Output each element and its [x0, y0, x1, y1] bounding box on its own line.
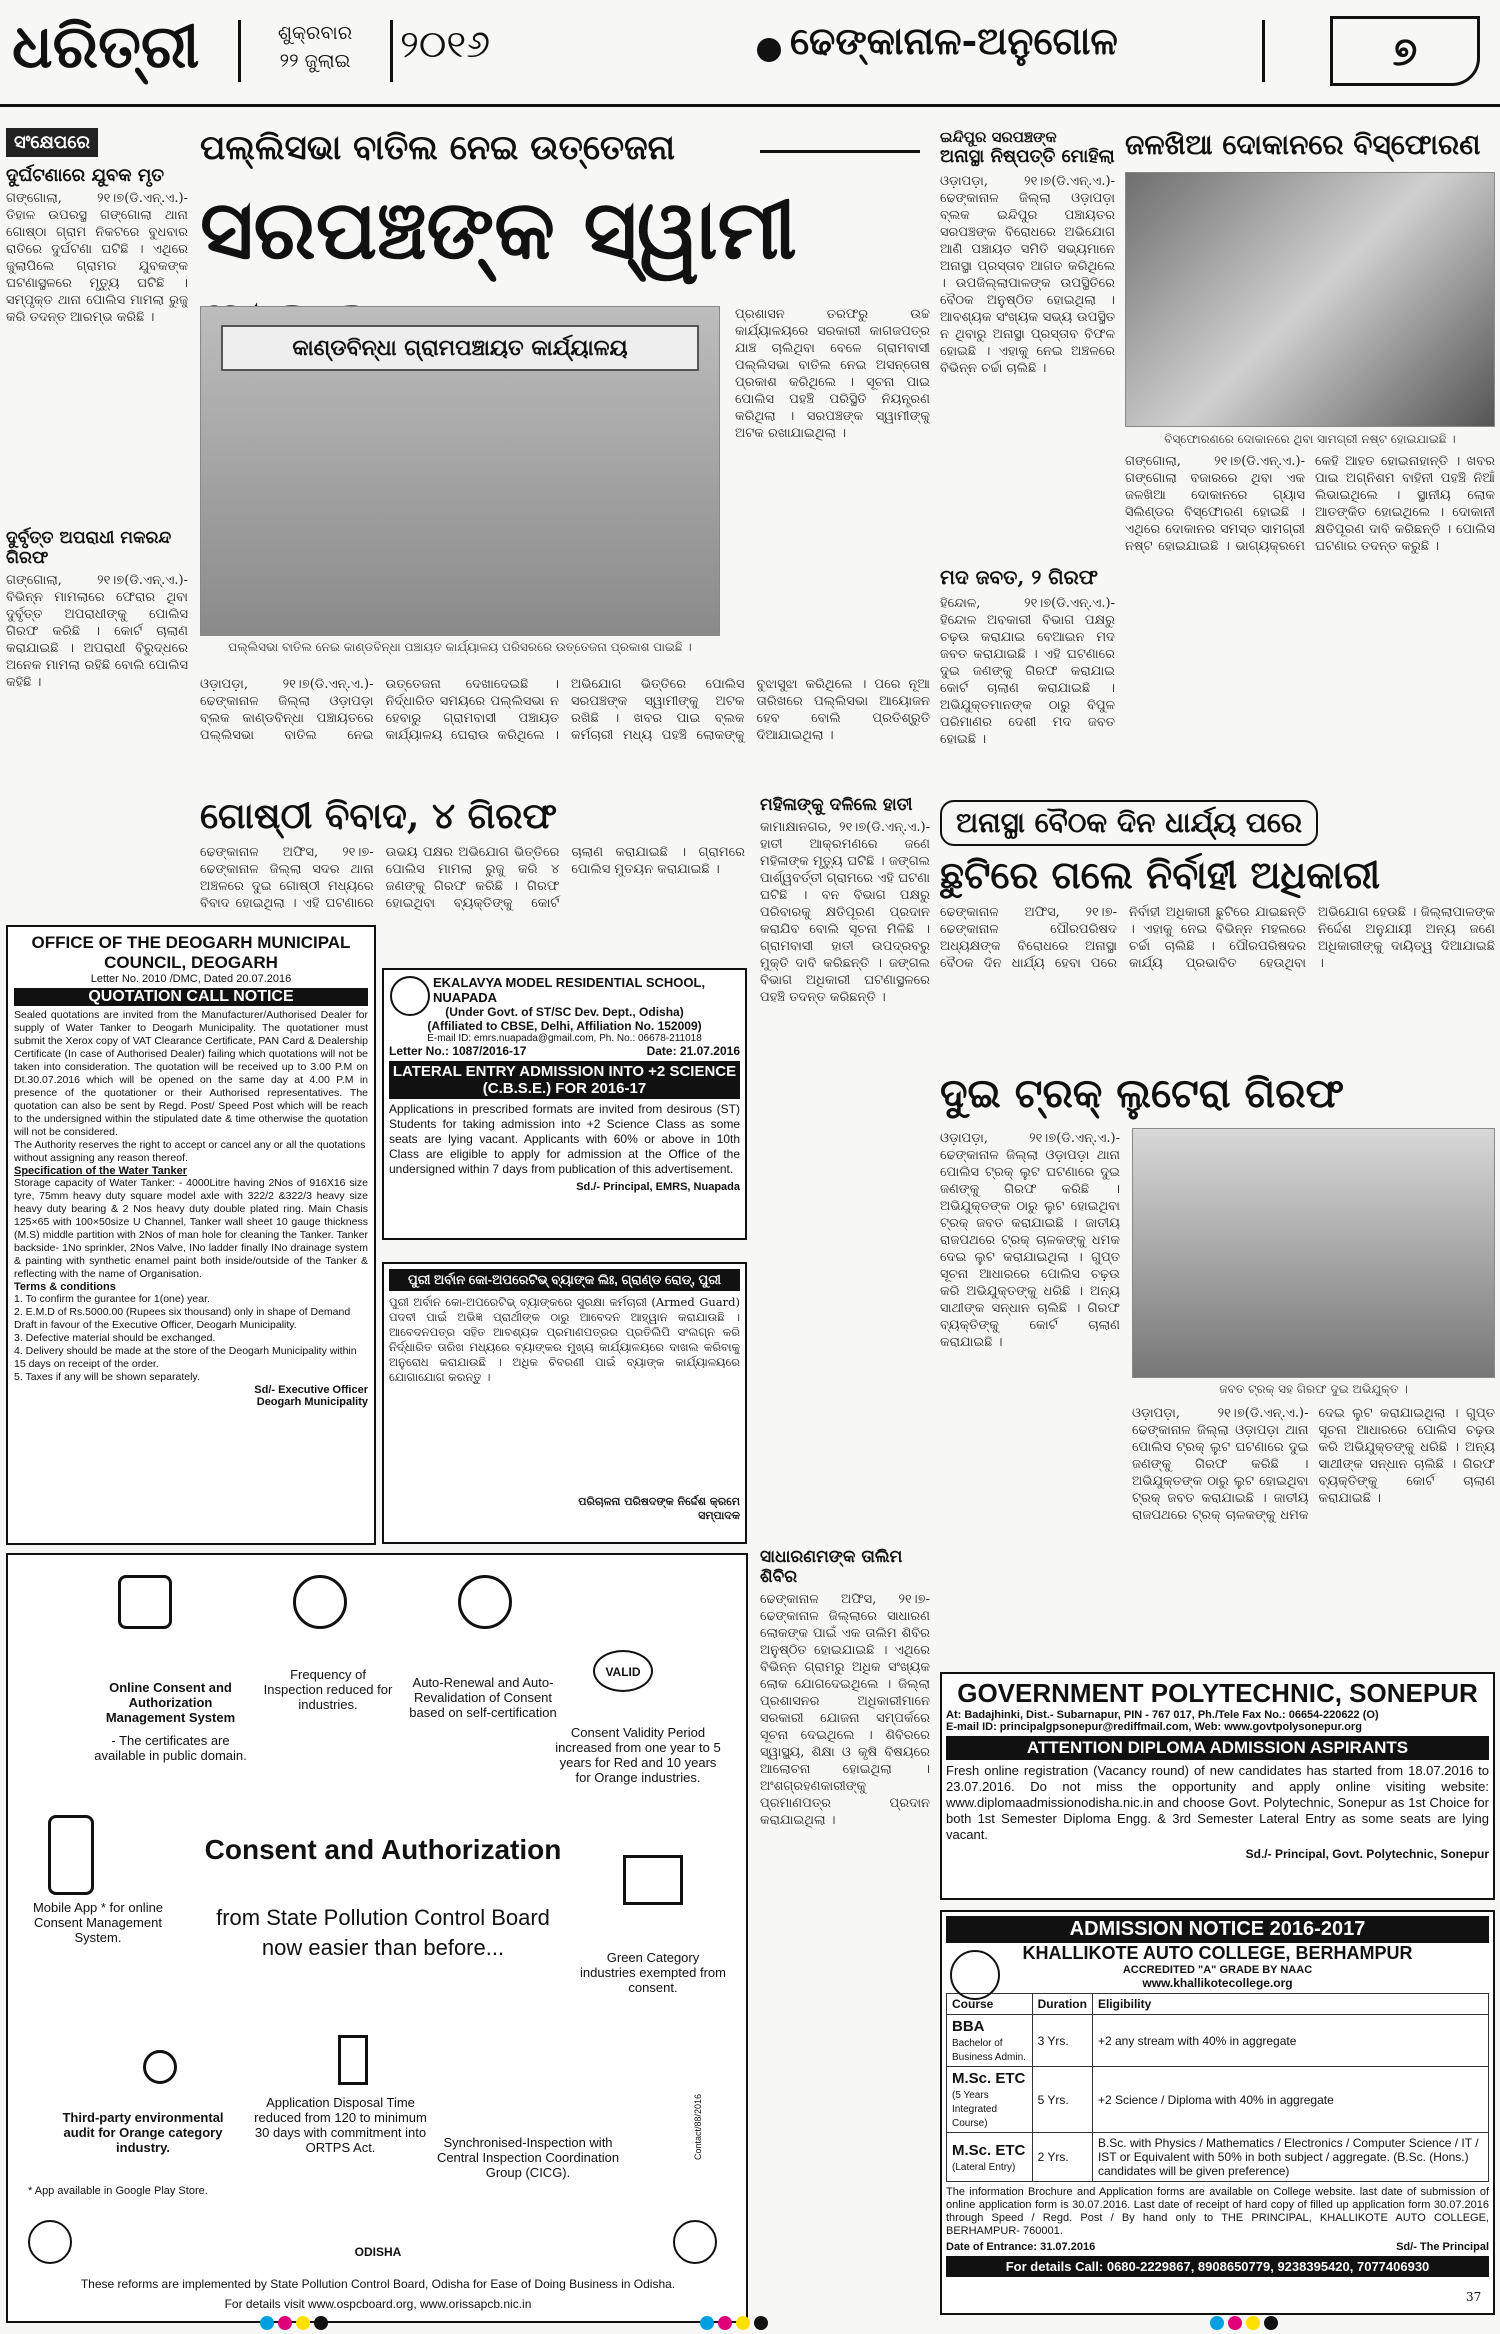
officer-text: ଢେଙ୍କାନାଳ ଅଫିସ, ୨୧।୭- ଢେଙ୍କାନାଳ ପୌରପରିଷଦ ଅଧ୍ୟକ୍ଷଙ୍କ ବିରୋଧରେ ଅନାସ୍ଥା ବୈଠକ ଦିନ ଧାର୍ଯ୍ୟ ହେବା ପରେ ନିର୍ବାହୀ ଅଧିକାରୀ ଛୁଟିରେ ଯାଇଛନ୍ତି । ଏହାକୁ ନେଇ ବିଭିନ୍ନ ମହଲରେ ଚର୍ଚ୍ଚା ଚାଲିଛି । ପୌରପରିଷଦର କାର୍ଯ୍ୟ ପ୍ରଭାବିତ ହେଉଥିବା ଅଭିଯୋଗ ହେଉଛି । ଜିଲ୍ଲାପାଳଙ୍କ ନିର୍ଦ୍ଦେଶ ଅନୁଯାୟୀ ଅନ୍ୟ ଜଣେ ଅଧିକାରୀଙ୍କୁ ଦାୟିତ୍ୱ ଦିଆଯାଇଛି ।	[940, 905, 1495, 971]
deogarh-office: OFFICE OF THE DEOGARH MUNICIPAL COUNCIL, DEOGARH	[31, 933, 351, 972]
color-dots	[700, 2315, 772, 2334]
emrs-date: Date: 21.07.2016	[646, 1044, 740, 1058]
photo-sign: କାଣ୍ଡବିନ୍ଧା ଗ୍ରାମପଞ୍ଚାୟତ କାର୍ଯ୍ୟାଳୟ	[221, 325, 699, 371]
mast-rule	[0, 104, 1500, 107]
pcb-odisha: ODISHA	[354, 2245, 402, 2259]
course-sub: (Lateral Entry)	[952, 2161, 1016, 2173]
deogarh-reserve: The Authority reserves the right to accept or cancel any or all the quotations without assigning any reason thereof.	[14, 1139, 366, 1164]
deogarh-term: 4. Delivery should be made at the store of the Deogarh Municipality within 15 days on receipt of the order.	[14, 1345, 357, 1370]
eligibility-cell: +2 Science / Diploma with 40% in aggregate	[1092, 2067, 1488, 2133]
audit-icon	[143, 2050, 177, 2084]
duration-cell: 3 Yrs.	[1032, 2015, 1092, 2067]
emrs-title: LATERAL ENTRY ADMISSION INTO +2 SCIENCE (C.B.S.E.) FOR 2016-17	[389, 1061, 740, 1099]
pcb-item8: Application Disposal Time reduced from 120 to minimum 30 days with commitment into ORTPS Act.	[254, 2095, 427, 2155]
deogarh-ad	[6, 925, 376, 1545]
clash-story	[200, 795, 745, 915]
idipur-text: ଓଡ଼ାପଡ଼ା, ୨୧।୭(ଡି.ଏନ୍.ଏ.)- ଢେଙ୍କାନାଳ ଜିଲ୍ଲା ଓଡ଼ାପଡ଼ା ବ୍ଲକ ଇନ୍ଦିପୁର ପଞ୍ଚାୟତର ସରପଞ୍ଚଙ୍କ ବିରୋଧରେ ଅଭିଯୋଗ ଆଣି ପଞ୍ଚାୟତ ସମିତି ସଭ୍ୟମାନେ ଅନାସ୍ଥା ପ୍ରସ୍ତାବ ଆଗତ କରିଥିଲେ । ଉପଜିଲ୍ଲାପାଳଙ୍କ ଉପସ୍ଥିତିରେ ବୈଠକ ଅନୁଷ୍ଠିତ ହୋଇଥିଲା । ଆବଶ୍ୟକ ସଂଖ୍ୟକ ସଭ୍ୟ ଉପସ୍ଥିତ ନ ଥିବାରୁ ଅନାସ୍ଥା ପ୍ରସ୍ତାବ ବିଫଳ ହୋଇଛି । ଏହାକୁ ନେଇ ଅଞ୍ଚଳରେ ବିଭିନ୍ନ ଚର୍ଚ୍ଚା ଚାଲିଛି ।	[940, 174, 1115, 376]
deogarh-term: 5. Taxes if any will be shown separately.	[14, 1371, 200, 1383]
blast-text: ଗଙ୍ଗୋଲା, ୨୧।୭(ଡି.ଏନ୍.ଏ.)- ଗଙ୍ଗୋଲା ବଜାରରେ ଥିବା ଏକ ଜଳଖିଆ ଦୋକାନରେ ଗ୍ୟାସ ସିଲିଣ୍ଡର ବିସ୍ଫୋରଣ ହୋଇଛି । ଏଥିରେ ଦୋକାନର ସମସ୍ତ ସାମଗ୍ରୀ ନଷ୍ଟ ହୋଇଯାଇଛି । ଭାଗ୍ୟକ୍ରମେ କେହି ଆହତ ହୋଇନାହାନ୍ତି । ଖବର ପାଇ ଅଗ୍ନିଶମ ବାହିନୀ ପହଞ୍ଚି ନିଆଁ ଲିଭାଇଥିଲେ । ସ୍ଥାନୀୟ ଲୋକ ଆତଙ୍କିତ ହୋଇଥିଲେ । ଦୋକାନୀ କ୍ଷତିପୂରଣ ଦାବି କରିଛନ୍ତି । ପୋଲିସ ଘଟଣାର ତଦନ୍ତ କରୁଛି ।	[1125, 454, 1495, 554]
idipur-story	[940, 128, 1115, 558]
liquor-text: ହିନ୍ଦୋଳ, ୨୧।୭(ଡି.ଏନ୍.ଏ.)- ହିନ୍ଦୋଳ ଅବକାରୀ ବିଭାଗ ପକ୍ଷରୁ ଚଢ଼ଉ କରାଯାଇ ବେଆଇନ ମଦ ଜବତ କରାଯାଇଛି । ଏହି ଘଟଣାରେ ଦୁଇ ଜଣଙ୍କୁ ଗିରଫ କରାଯାଇ କୋର୍ଟ ଚାଲାଣ କରାଯାଇଛି । ଅଭିଯୁକ୍ତମାନଙ୍କ ଠାରୁ ବିପୁଳ ପରିମାଣର ଦେଶୀ ମଦ ଜବତ ହୋଇଛି ।	[940, 596, 1115, 747]
truck-caption: ଜବତ ଟ୍ରକ୍ ସହ ଗିରଫ ଦୁଇ ଅଭିଯୁକ୍ତ ।	[1219, 1382, 1408, 1396]
women-headline: ମହିଳାଙ୍କୁ ଦଳିଲେ ହାତୀ	[760, 795, 913, 815]
clock-icon	[293, 1575, 347, 1629]
table-header-row	[947, 1994, 1489, 2015]
course-name: BBA	[952, 2018, 985, 2035]
emrs-ad	[382, 968, 747, 1240]
pcb-code: Contact/88/2016	[693, 2093, 703, 2160]
truck-headline: ଦୁଇ ଟ୍ରକ୍ ଲୁଟେରା ଗିରଫ	[940, 1070, 1344, 1117]
color-dots	[260, 2315, 332, 2334]
bank-title: ପୁରୀ ଅର୍ବାନ କୋ-ଅପରେଟିଭ୍ ବ୍ୟାଙ୍କ ଲିଃ, ଗ୍ରାଣ୍ଡ ରୋଡ୍, ପୁରୀ	[389, 1269, 740, 1291]
course-name: M.Sc. ETC	[952, 2070, 1026, 2087]
poly-body: Fresh online registration (Vacancy round) of new candidates has started from 18.07.2016 to 23.07.2016. Do not miss the opportunity and apply online visiting website: www.diplomaadmissionodisha.nic.in and choose Govt. Polytechnic, Sonepur as 1st Choice for both 1st Semester Diploma Engg. & 3rd Semester Lateral Entry as some seats are lying vacant.	[946, 1763, 1489, 1842]
khallikote-date: Date of Entrance: 31.07.2016	[946, 2241, 1096, 2253]
pcb-footer1: These reforms are implemented by State Pollution Control Board, Odisha for Ease of Doing Business in Odisha.	[80, 2277, 676, 2291]
bank-body: ପୁରୀ ଅର୍ବାନ କୋ-ଅପରେଟିଭ୍ ବ୍ୟାଙ୍କରେ ସୁରକ୍ଷା କର୍ମଚାରୀ (Armed Guard) ପଦବୀ ପାଇଁ ଅଭିଜ୍ଞ ପ୍ରାର୍ଥୀଙ୍କ ଠାରୁ ଆବେଦନ ଆହ୍ୱାନ କରାଯାଉଛି । ଆବେଦନପତ୍ର ସହିତ ଆବଶ୍ୟକ ପ୍ରମାଣପତ୍ରର ପ୍ରତିଲିପି ସଂଲଗ୍ନ କରି ନିର୍ଦ୍ଧାରିତ ତାରିଖ ମଧ୍ୟରେ ବ୍ୟାଙ୍କର ମୁଖ୍ୟ କାର୍ଯ୍ୟାଳୟରେ ଦାଖଲ କରିବାକୁ ଅନୁରୋଧ କରାଯାଉଛି । ଅଧିକ ବିବରଣୀ ପାଇଁ ବ୍ୟାଙ୍କ କାର୍ଯ୍ୟାଳୟରେ ଯୋଗାଯୋଗ କରନ୍ତୁ ।	[389, 1295, 740, 1384]
course-sub: Bachelor of Business Admin.	[952, 2038, 1026, 2063]
page-number: ୭	[1392, 28, 1418, 75]
poly-name: GOVERNMENT POLYTECHNIC, SONEPUR	[957, 1678, 1478, 1708]
emrs-name: EKALAVYA MODEL RESIDENTIAL SCHOOL, NUAPADA	[433, 975, 706, 1005]
lead-side-text: ପ୍ରଶାସନ ତରଫରୁ ଉଚ୍ଚ କାର୍ଯ୍ୟାଳୟରେ ସରକାରୀ କାଗଜପତ୍ର ଯାଞ୍ଚ ଚାଲିଥିବା ବେଳେ ଗ୍ରାମବାସୀ ପଲ୍ଲିସଭା ବାତିଲ ନେଇ ଅସନ୍ତୋଷ ପ୍ରକାଶ କରିଥିଲେ । ସୂଚନା ପାଇ ପୋଲିସ ପହଞ୍ଚି ପରିସ୍ଥିତି ନିୟନ୍ତ୍ରଣ କରିଥିଲା । ସରପଞ୍ଚଙ୍କ ସ୍ୱାମୀଙ୍କୁ ଅଟକ ରଖାଯାଇଥିଲା ।	[735, 307, 930, 441]
valid-stamp: VALID	[593, 1650, 653, 1692]
course-cell	[947, 2133, 1033, 2182]
brief-item2-text: ଗଙ୍ଗୋଲା, ୨୧।୭(ଡି.ଏନ୍.ଏ.)- ବିଭିନ୍ନ ମାମଲାରେ ଫେରାର ଥିବା ଦୁର୍ବୃତ୍ତ ଅପରାଧୀଙ୍କୁ ପୋଲିସ ଗିରଫ କରିଛି । କୋର୍ଟ ଚାଲାଣ କରାଯାଇଛି । ଅପରାଧୀ ବିରୁଦ୍ଧରେ ଅନେକ ମାମଲା ରହିଛି ବୋଲି ପୋଲିସ କହିଛି ।	[6, 573, 188, 690]
pcb-item2: Frequency of Inspection reduced for industries.	[263, 1667, 393, 1712]
col-eligibility: Eligibility	[1092, 1994, 1488, 2015]
khallikote-title: ADMISSION NOTICE 2016-2017	[946, 1916, 1489, 1943]
pcb-footnote: * App available in Google Play Store.	[28, 2185, 208, 2197]
mast-divider	[1262, 20, 1265, 82]
pcb-item7: Third-party environmental audit for Orange category industry.	[62, 2110, 224, 2155]
khallikote-info: The information Brochure and Application forms are available on College website. last date of submission of online application form is 30.07.2016. Last date of receipt of hard copy of filled up application form 30.07.2016 through Speed / Regd. Post / By hand only to THE PRINCIPAL, KHALLIKOTE AUTO COLLEGE, BERHAMPUR- 760001.	[946, 2186, 1489, 2237]
clash-headline: ଗୋଷ୍ଠୀ ବିବାଦ, ୪ ଗିରଫ	[200, 795, 558, 837]
year-label: ୨୦୧୬	[400, 22, 491, 66]
color-dots	[1210, 2315, 1282, 2334]
pcb-logo-icon	[673, 2220, 717, 2264]
polytechnic-ad	[940, 1672, 1495, 1900]
brief-item1-text: ଗଙ୍ଗୋଲା, ୨୧।୭(ଡି.ଏନ୍.ଏ.)- ତିହାଳ ଉପରସ୍ଥ ଗଙ୍ଗୋଲା ଥାନା ଗୋଷ୍ଠା ଗ୍ରାମ ନିକଟରେ ବୁଧବାର ରାତିରେ ଦୁର୍ଘଟଣା ଘଟିଛି । ଏଥିରେ ଜୁଲାପିଲେ ଗ୍ରାମର ଯୁବକଙ୍କ ଘଟଣାସ୍ଥଳରେ ମୃତ୍ୟୁ ଘଟିଛି । ସମ୍ପୃକ୍ତ ଥାନା ପୋଲିସ ମାମଲା ରୁଜୁ କରି ତଦନ୍ତ ଆରମ୍ଭ କରିଛି ।	[6, 191, 188, 325]
khallikote-dateline	[946, 2241, 1489, 2253]
training-headline: ସାଧାରଣମଙ୍କ ତାଲିମ ଶିବିର	[760, 1547, 903, 1587]
lead-headline: ସରପଞ୍ଚଙ୍କ ସ୍ୱାମୀ	[200, 182, 797, 278]
bank-ad	[382, 1262, 747, 1544]
emrs-under: (Under Govt. of ST/SC Dev. Dept., Odisha)	[445, 1005, 684, 1019]
brief-label: ସଂକ୍ଷେପରେ	[6, 128, 98, 157]
deogarh-title: QUOTATION CALL NOTICE	[14, 988, 368, 1006]
brief-column	[6, 128, 188, 908]
print-registration-marks	[0, 2315, 1500, 2329]
liquor-headline: ମଦ ଜବତ, ୨ ଗିରଫ	[940, 565, 1098, 589]
khallikote-ad	[940, 1910, 1495, 2315]
col-course: Course	[947, 1994, 1033, 2015]
pcb-centre1: Consent and Authorization	[204, 1834, 562, 1865]
odisha-emblem-icon	[28, 2220, 72, 2264]
officer-story	[940, 800, 1495, 1055]
phone-icon	[48, 1815, 94, 1895]
poly-signoff: Sd./- Principal, Govt. Polytechnic, Sonepur	[1245, 1847, 1489, 1861]
bank-signoff: ପରିଚାଳନା ପରିଷଦଙ୍କ ନିର୍ଦ୍ଦେଶ କ୍ରମେ	[578, 1495, 740, 1508]
masthead	[0, 0, 1500, 116]
officer-kicker: ଅନାସ୍ଥା ବୈଠକ ଦିନ ଧାର୍ଯ୍ୟ ପରେ	[940, 800, 1318, 846]
mast-divider	[390, 20, 393, 82]
lead-photo	[200, 306, 720, 636]
truck-text: ଓଡ଼ାପଡ଼ା, ୨୧।୭(ଡି.ଏନ୍.ଏ.)- ଢେଙ୍କାନାଳ ଜିଲ୍ଲା ଓଡ଼ାପଡ଼ା ଥାନା ପୋଲିସ ଟ୍ରକ୍ ଲୁଟ ଘଟଣାରେ ଦୁଇ ଜଣଙ୍କୁ ଗିରଫ କରିଛି । ଅଭିଯୁକ୍ତଙ୍କ ଠାରୁ ଲୁଟ ହୋଇଥିବା ଟ୍ରକ୍ ଜବତ କରାଯାଇଛି । ଜାତୀୟ ରାଜପଥରେ ଟ୍ରକ୍ ଚାଳକଙ୍କୁ ଧମକ ଦେଇ ଲୁଟ କରାଯାଇଥିଲା । ଗୁପ୍ତ ସୂଚନା ଆଧାରରେ ପୋଲିସ ଚଢ଼ଉ କରି ଅଭିଯୁକ୍ତଙ୍କୁ ଧରିଛି । ଅନ୍ୟ ସାଥୀଙ୍କ ସନ୍ଧାନ ଚାଲିଛି । ଗିରଫ ବ୍ୟକ୍ତିଙ୍କୁ କୋର୍ଟ ଚାଲାଣ କରାଯାଇଛି ।	[940, 1131, 1120, 1350]
hourglass-icon	[338, 2035, 368, 2085]
emrs-contact: E-mail ID: emrs.nuapada@gmail.com, Ph. No.: 06678-211018	[427, 1033, 702, 1044]
deogarh-signoff: Deogarh Municipality	[256, 1396, 368, 1408]
lead-body-text: ଓଡ଼ାପଡ଼ା, ୨୧।୭(ଡି.ଏନ୍.ଏ.)- ଢେଙ୍କାନାଳ ଜିଲ୍ଲା ଓଡ଼ାପଡ଼ା ବ୍ଲକ କାଣ୍ଡବିନ୍ଧା ପଞ୍ଚାୟତରେ ପଲ୍ଲିସଭା ବାତିଲ ନେଇ ଉତ୍ତେଜନା ଦେଖାଦେଇଛି । ନିର୍ଦ୍ଧାରିତ ସମୟରେ ପଲ୍ଲିସଭା ନ ହେବାରୁ ଗ୍ରାମବାସୀ ପଞ୍ଚାୟତ କାର୍ଯ୍ୟାଳୟ ଘେରାଉ କରିଥିଲେ । ଅଭିଯୋଗ ଭିତ୍ତିରେ ପୋଲିସ ସରପଞ୍ଚଙ୍କ ସ୍ୱାମୀଙ୍କୁ ଅଟକ ରଖିଛି । ଖବର ପାଇ ବ୍ଲକ କର୍ମଚାରୀ ମଧ୍ୟ ପହଞ୍ଚି ଲୋକଙ୍କୁ ବୁଝାସୁଝା କରିଥିଲେ । ପରେ ନୂଆ ତାରିଖରେ ପଲ୍ଲିସଭା ଆୟୋଜନ ହେବ ବୋଲି ପ୍ରତିଶ୍ରୁତି ଦିଆଯାଇଥିଲା ।	[200, 677, 930, 743]
idipur-headline: ଅନାସ୍ଥା ନିଷ୍ପତ୍ତି ମୋହିଲା	[940, 146, 1115, 167]
truck-story	[940, 1070, 1495, 1670]
pcb-centre2: from State Pollution Control Board	[216, 1905, 550, 1930]
blast-photo	[1125, 172, 1495, 427]
deogarh-body: Sealed quotations are invited from the Manufacturer/Authorised Dealer for supply of Water Tanker to Deogarh Municipality. The quotationer must submit the Xerox copy of VAT Clearance Certificate, PAN Card & Dealership Certificate (In case of Authorised Dealer) failing which quotations will not be taken into consideration. The quotation will be received up to 3.00 P.M on Dt.30.07.2016 which will be opened on the same day at 4.00 P.M in presence of the quotationer or their Authorised representatives. The quotation can also be sent by Regd. Post/ Speed Post which will be reach to the undersigned within the stipulated date & time otherwise the quotation will not be considered.	[14, 1009, 368, 1138]
course-cell	[947, 2015, 1033, 2067]
blast-caption: ବିସ୍ଫୋରଣରେ ଦୋକାନରେ ଥିବା ସାମଗ୍ରୀ ନଷ୍ଟ ହୋଇଯାଇଛି ।	[1164, 432, 1456, 446]
poly-address: At: Badajhinki, Dist.- Subarnapur, PIN - 767 017, Ph./Tele Fax No.: 06654-220622 (O)	[946, 1709, 1379, 1721]
page-code: 37	[1466, 2290, 1482, 2304]
liquor-story	[940, 565, 1115, 790]
emrs-signoff: Sd./- Principal, EMRS, Nuapada	[576, 1181, 740, 1193]
deogarh-spec: Storage capacity of Water Tanker: - 4000Litre having 2Nos of 916X16 size tyre, 75mm heavy duty square model axle with 322/2 &322/3 heavy size heavy duty bearing & 2 Nos heavy duty double plated ring. Main Chasis 125×65 with 100×50size U Channel, Tanker wall sheet 10 gauge thickness (M.S) middle partition with 2Nos of man hole for cleaning the Tanker. Tanker backside- 1No sprinkler, 2Nos Valve, INo ladder finally INo drainage system & painting with synthetic enamel paint both inside/outside of the Tanker & reflecting with the name of Organisation.	[14, 1177, 368, 1280]
pcb-item1-sub: - The certificates are available in public domain.	[94, 1733, 247, 1763]
emrs-body: Applications in prescribed formats are invited from desirous (ST) Students for taking admission into +2 Science Class as some seats are lying vacant. Applicants with 60% or above in 10th Class are eligible to apply for admission at the Office of the undersigned within 7 days from publication of this advertisement.	[389, 1102, 740, 1176]
emrs-affil: (Affiliated to CBSE, Delhi, Affiliation No. 152009)	[427, 1019, 702, 1033]
eligibility-cell: B.Sc. with Physics / Mathematics / Electronics / Computer Science / IT / IST or Equivalent with 50% in both subject / aggregate. (B.Sc. (Hons.) candidates will be given preference)	[1092, 2133, 1488, 2182]
pcb-footer2: For details visit www.ospcboard.org, www.orissapcb.nic.in	[224, 2297, 532, 2311]
deogarh-letter: Letter No. 2010 /DMC, Dated 20.07.2016	[90, 973, 292, 985]
deogarh-spec-head: Specification of the Water Tanker	[14, 1165, 187, 1177]
pcb-item4: Consent Validity Period increased from one year to 5 years for Red and 10 years for Orange industries.	[555, 1725, 721, 1785]
deogarh-term: 1. To confirm the gurantee for 1(one) year.	[14, 1293, 210, 1305]
emrs-logo-icon	[390, 976, 430, 1016]
pcb-item6: Green Category industries exempted from consent.	[580, 1950, 726, 1995]
date-label: ୨୨ ଜୁଲାଇ	[279, 50, 351, 72]
refresh-icon	[458, 1575, 512, 1629]
khallikote-web: www.khallikotecollege.org	[1142, 1976, 1293, 1990]
poly-title: ATTENTION DIPLOMA ADMISSION ASPIRANTS	[946, 1736, 1489, 1760]
blast-story	[1125, 128, 1495, 788]
course-sub: (5 Years Integrated Course)	[952, 2090, 998, 2129]
lead-story	[200, 128, 930, 788]
idipur-kicker: ଇନ୍ଦିପୁର ସରପଞ୍ଚଙ୍କ	[940, 128, 1057, 146]
khallikote-accredit: ACCREDITED "A" GRADE BY NAAC	[1122, 1964, 1313, 1976]
brief-item1-head: ଦୁର୍ଘଟଣାରେ ଯୁବକ ମୃତ	[6, 165, 165, 186]
factory-icon	[623, 1855, 683, 1905]
deogarh-term: 2. E.M.D of Rs.5000.00 (Rupees six thousand) only in shape of Demand Draft in favour of the Executive Officer, Deogarh Municipality.	[14, 1306, 351, 1331]
pcb-item5: Mobile App * for online Consent Management System.	[32, 1900, 164, 1945]
pcb-item9: Synchronised-Inspection with Central Inspection Coordination Group (CICG).	[436, 2135, 620, 2180]
table-row	[947, 2133, 1489, 2182]
eligibility-cell: +2 any stream with 40% in aggregate	[1092, 2015, 1488, 2067]
blast-headline: ଜଳଖିଆ ଦୋକାନରେ ବିସ୍ଫୋରଣ	[1125, 128, 1481, 161]
col-duration: Duration	[1032, 1994, 1092, 2015]
section-title: ଢେଙ୍କାନାଳ-ଅନୁଗୋଳ	[790, 18, 1118, 63]
khallikote-signoff: Sd/- The Principal	[1396, 2241, 1489, 2253]
college-logo-icon	[950, 1950, 1000, 2000]
women-text: କାମାକ୍ଷାନଗର, ୨୧।୭(ଡି.ଏନ୍.ଏ.)- ହାତୀ ଆକ୍ରମଣରେ ଜଣେ ମହିଳାଙ୍କ ମୃତ୍ୟୁ ଘଟିଛି । ଜଙ୍ଗଲ ପାର୍ଶ୍ୱବର୍ତ୍ତୀ ଗ୍ରାମରେ ଏହି ଘଟଣା ଘଟିଛି । ବନ ବିଭାଗ ପକ୍ଷରୁ ପରିବାରକୁ କ୍ଷତିପୂରଣ ପ୍ରଦାନ କରାଯିବ ବୋଲି ସୂଚନା ମିଳିଛି । ଗ୍ରାମବାସୀ ହାତୀ ଉପଦ୍ରବରୁ ମୁକ୍ତି ଦାବି କରିଛନ୍ତି । ଜଙ୍ଗଲ ବିଭାଗ ଅଧିକାରୀ ଘଟଣାସ୍ଥଳରେ ପହଞ୍ଚି ତଦନ୍ତ କରିଛନ୍ତି ।	[760, 820, 930, 1005]
pcb-centre3: now easier than before...	[261, 1935, 505, 1960]
course-cell	[947, 2067, 1033, 2133]
deogarh-terms-head: Terms & conditions	[14, 1281, 116, 1293]
truck-photo	[1132, 1128, 1495, 1378]
duration-cell: 2 Yrs.	[1032, 2133, 1092, 2182]
truck-text-cont: ଓଡ଼ାପଡ଼ା, ୨୧।୭(ଡି.ଏନ୍.ଏ.)- ଢେଙ୍କାନାଳ ଜିଲ୍ଲା ଓଡ଼ାପଡ଼ା ଥାନା ପୋଲିସ ଟ୍ରକ୍ ଲୁଟ ଘଟଣାରେ ଦୁଇ ଜଣଙ୍କୁ ଗିରଫ କରିଛି । ଅଭିଯୁକ୍ତଙ୍କ ଠାରୁ ଲୁଟ ହୋଇଥିବା ଟ୍ରକ୍ ଜବତ କରାଯାଇଛି । ଜାତୀୟ ରାଜପଥରେ ଟ୍ରକ୍ ଚାଳକଙ୍କୁ ଧମକ ଦେଇ ଲୁଟ କରାଯାଇଥିଲା । ଗୁପ୍ତ ସୂଚନା ଆଧାରରେ ପୋଲିସ ଚଢ଼ଉ କରି ଅଭିଯୁକ୍ତଙ୍କୁ ଧରିଛି । ଅନ୍ୟ ସାଥୀଙ୍କ ସନ୍ଧାନ ଚାଲିଛି । ଗିରଫ ବ୍ୟକ୍ତିଙ୍କୁ କୋର୍ଟ ଚାଲାଣ କରାଯାଇଛି ।	[1132, 1406, 1495, 1523]
course-name: M.Sc. ETC	[952, 2141, 1026, 2159]
day-label: ଶୁକ୍ରବାର	[277, 22, 353, 44]
thumbs-up-icon	[118, 1575, 172, 1629]
duration-cell: 5 Yrs.	[1032, 2067, 1092, 2133]
clash-text: ଢେଙ୍କାନାଳ ଅଫିସ, ୨୧।୭- ଢେଙ୍କାନାଳ ଜିଲ୍ଲା ସଦର ଥାନା ଅଞ୍ଚଳରେ ଦୁଇ ଗୋଷ୍ଠୀ ମଧ୍ୟରେ ବିବାଦ ହୋଇଥିଲା । ଏହି ଘଟଣାରେ ଉଭୟ ପକ୍ଷର ଅଭିଯୋଗ ଭିତ୍ତିରେ ପୋଲିସ ମାମଲା ରୁଜୁ କରି ୪ ଜଣଙ୍କୁ ଗିରଫ କରିଛି । ଗିରଫ ହୋଇଥିବା ବ୍ୟକ୍ତିଙ୍କୁ କୋର୍ଟ ଚାଲାଣ କରାଯାଇଛି । ଗ୍ରାମରେ ପୋଲିସ ମୁତୟନ କରାଯାଇଛି ।	[200, 845, 745, 911]
training-text: ଢେଙ୍କାନାଳ ଅଫିସ, ୨୧।୭- ଢେଙ୍କାନାଳ ଜିଲ୍ଲାରେ ସାଧାରଣ ଲୋକଙ୍କ ପାଇଁ ଏକ ତାଲିମ ଶିବିର ଅନୁଷ୍ଠିତ ହୋଇଯାଇଛି । ଏଥିରେ ବିଭିନ୍ନ ଗ୍ରାମରୁ ଅଧିକ ସଂଖ୍ୟକ ଲୋକ ଯୋଗଦେଇଥିଲେ । ଜିଲ୍ଲା ପ୍ରଶାସନର ଅଧିକାରୀମାନେ ସରକାରୀ ଯୋଜନା ସମ୍ପର୍କରେ ସୂଚନା ଦେଇଥିଲେ । ଶିବିରରେ ସ୍ୱାସ୍ଥ୍ୟ, ଶିକ୍ଷା ଓ କୃଷି ବିଷୟରେ ଆଲୋଚନା ହୋଇଥିଲା । ଅଂଶଗ୍ରହଣକାରୀଙ୍କୁ ପ୍ରମାଣପତ୍ର ପ୍ରଦାନ କରାଯାଇଥିଲା ।	[760, 1592, 930, 1828]
mast-divider	[238, 20, 241, 82]
bullet-icon	[757, 38, 781, 62]
bank-signoff2: ସମ୍ପାଦକ	[698, 1509, 740, 1522]
khallikote-name: KHALLIKOTE AUTO COLLEGE, BERHAMPUR	[1022, 1943, 1413, 1963]
emrs-refline	[389, 1044, 740, 1058]
women-story	[760, 795, 930, 2315]
paper-name: ଧରିତ୍ରୀ	[12, 12, 200, 82]
kicker-rule	[760, 150, 920, 153]
page-tab	[1330, 16, 1480, 86]
table-row	[947, 2015, 1489, 2067]
pcb-item3: Auto-Renewal and Auto-Revalidation of Consent based on self-certification	[409, 1675, 557, 1720]
officer-headline: ଛୁଟିରେ ଗଲେ ନିର୍ବାହୀ ଅଧିକାରୀ	[940, 852, 1380, 897]
pcb-item1: Online Consent and Authorization Management System	[105, 1680, 236, 1725]
brief-item2-head: ଦୁର୍ବୃତ୍ତ ଅପରାଧୀ ମକରନ୍ଦ ଗିରଫ	[6, 528, 172, 568]
emrs-letter: Letter No.: 1087/2016-17	[389, 1044, 527, 1058]
lead-photo-caption: ପଲ୍ଲିସଭା ବାତିଲ ନେଇ କାଣ୍ଡବିନ୍ଧା ପଞ୍ଚାୟତ କାର୍ଯ୍ୟାଳୟ ପରିସରରେ ଉତ୍ତେଜନା ପ୍ରକାଶ ପାଇଛି ।	[228, 640, 692, 654]
table-row	[947, 2067, 1489, 2133]
deogarh-term: 3. Defective material should be exchanged.	[14, 1332, 216, 1344]
poly-email: E-mail ID: principalgpsonepur@rediffmail.com, Web: www.govtpolysonepur.org	[946, 1721, 1362, 1733]
pcb-ad	[6, 1553, 748, 2323]
deogarh-signoff: Sd/- Executive Officer	[254, 1384, 368, 1396]
khallikote-contact: For details Call: 0680-2229867, 8908650779, 9238395420, 7077406930	[946, 2256, 1489, 2277]
lead-kicker: ପଲ୍ଲିସଭା ବାତିଲ ନେଇ ଉତ୍ତେଜନା	[200, 128, 675, 168]
course-table	[946, 1993, 1489, 2182]
